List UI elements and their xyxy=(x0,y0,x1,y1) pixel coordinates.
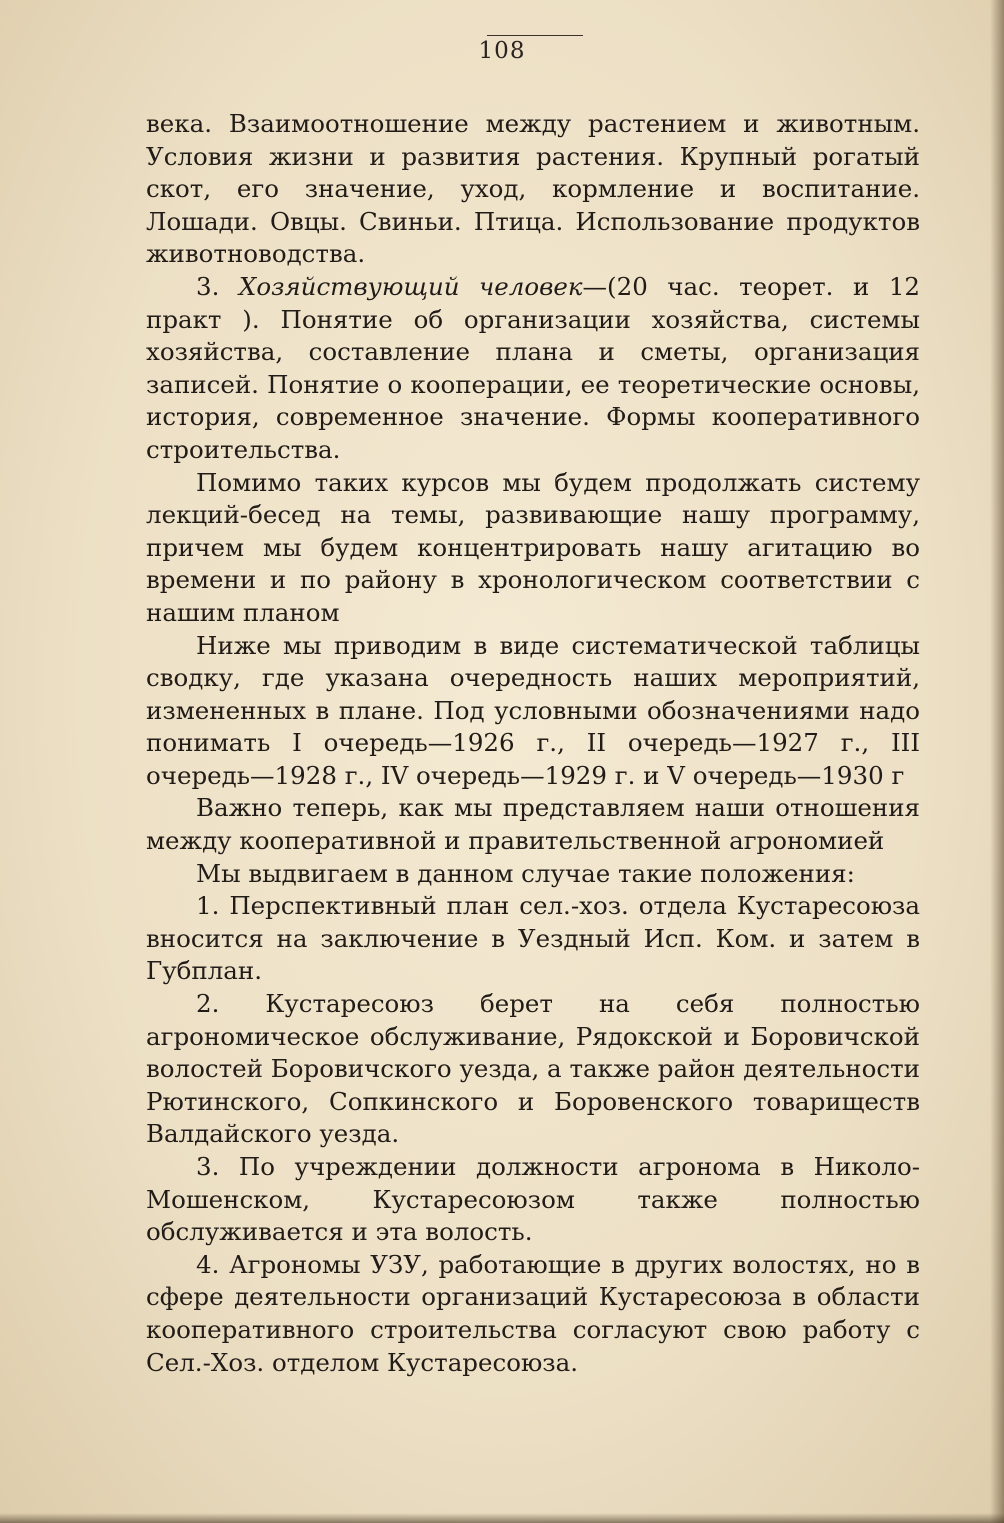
section-number: 3. xyxy=(196,271,239,301)
paragraph: Ниже мы приводим в виде систематической таблицы сводку, где указана очередность наших мероприятий, измененных в плане. Под условными обозначениями надо понимать I очередь—1926 г., II очередь—1927 г., III очередь—1928 г., IV очередь—1929 г. и V очередь—1930 г xyxy=(146,630,920,790)
header-rule xyxy=(487,35,583,36)
list-item: 4. Агрономы УЗУ, работающие в других волостях, но в сфере деятельности организаций Кустаресоюза в области кооперативного строительства согласуют свою работу с Сел.-Хоз. отделом Кустаресоюза. xyxy=(146,1249,920,1377)
section-title: Хозяйствующий человек xyxy=(238,271,583,301)
page-edge-shadow xyxy=(990,0,1004,1523)
page-bottom-shadow xyxy=(0,1513,1004,1523)
page-header xyxy=(0,38,1004,64)
paragraph: века. Взаимоотношение между растением и животным. Условия жизни и развития растения. Крупный рогатый скот, его значение, уход, кормление и воспитание. Лошади. Овцы. Свиньи. Птица. Использование продуктов животноводства. xyxy=(146,109,920,269)
section-text: —(20 час. теорет. и 12 практ ). Понятие об организации хозяйства, системы хозяйства, составление плана и сметы, организация записей. Понятие о кооперации, ее теоретические основы, история, современное значение. Формы кооперативного строительства. xyxy=(146,271,921,464)
paragraph-section-3 xyxy=(146,271,920,467)
list-item: 3. По учреждении должности агронома в Николо-Мошенском, Кустаресоюзом также полностью обслуживается и эта волость. xyxy=(146,1152,920,1247)
list-item: 1. Перспективный план сел.-хоз. отдела Кустаресоюза вносится на заключение в Уездный Исп. Ком. и затем в Губплан. xyxy=(146,891,920,986)
body-text xyxy=(146,108,920,1379)
page-number: 108 xyxy=(478,38,526,64)
list-item: 2. Кустаресоюз берет на себя полностью агрономическое обслуживание, Рядокской и Боровичской волостей Боровичского уезда, а также район деятельности Рютинского, Сопкинского и Боровенского товариществ Валдайского уезда. xyxy=(146,989,920,1149)
paragraph: Помимо таких курсов мы будем продолжать систему лекций-бесед на темы, развивающие нашу программу, причем мы будем концентрировать нашу агитацию во времени и по району в хронологическом соответствии с нашим планом xyxy=(146,467,920,627)
paragraph: Мы выдвигаем в данном случае такие положения: xyxy=(196,858,855,888)
paragraph: Важно теперь, как мы представляем наши отношения между кооперативной и правительственной агрономией xyxy=(146,793,920,856)
